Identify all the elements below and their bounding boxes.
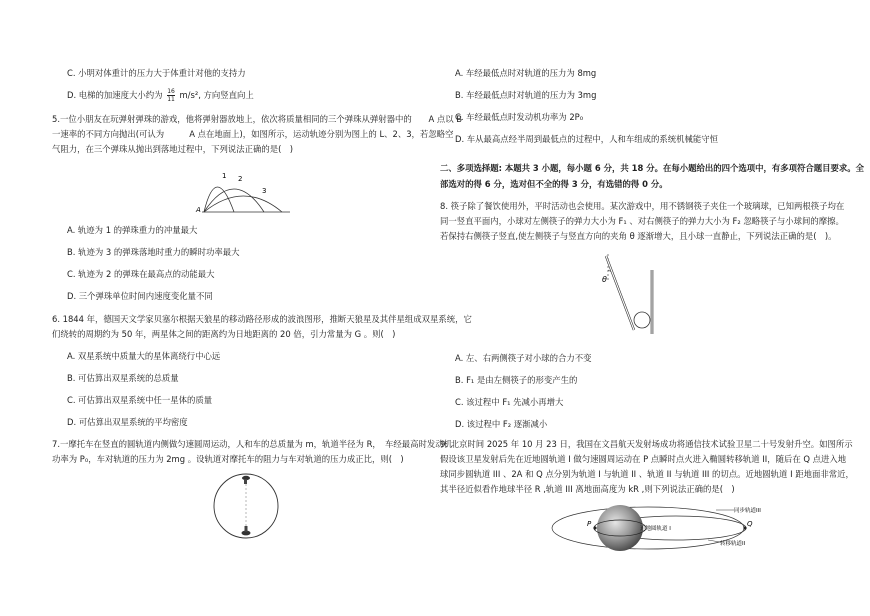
earth bbox=[597, 505, 643, 551]
q6-option-c: C. 可估算出双星系统中任一星体的质量 bbox=[67, 395, 213, 405]
trajectory-2 bbox=[204, 187, 267, 212]
q5-option-c: C. 轨迹为 2 的弹珠在最高点的动能最大 bbox=[67, 269, 215, 279]
q5-stem-line1: 5.一位小朋友在玩弹射弹珠的游戏，他将弹射器放地上，依次将质量相同的三个弹珠从弹射器中的 A 点以 B bbox=[52, 114, 463, 124]
q8-stem-line3: 若保持右侧筷子竖直,使左侧筷子与竖直方向的夹角 θ 逐渐增大，且小球一直静止，下列说法正确的是( )。 bbox=[440, 231, 837, 241]
q5-option-d: D. 三个弹珠单位时间内速度变化量不同 bbox=[67, 291, 213, 301]
q8-stem-line2: 同一竖直平面内，小球对左侧筷子的弹力大小为 F₁ 、对右侧筷子的弹力大小为 F₂ 忽略筷子与小球间的摩擦。 bbox=[440, 216, 844, 226]
q7-stem-line2: 功率为 P₀，车对轨道的压力为 2mg 。设轨道对摩托车的阻力与车对轨道的压力成正比，则( ) bbox=[52, 454, 404, 464]
q4-option-c: C. 小明对体重计的压力大于体重计对他的支持力 bbox=[67, 68, 246, 78]
q7-option-a: A. 车经最低点时对轨道的压力为 8mg bbox=[455, 68, 597, 78]
label-orbit-i: 近地圆轨道 I bbox=[640, 526, 671, 532]
motorcycle-top bbox=[242, 476, 250, 484]
label-1: 1 bbox=[222, 172, 227, 180]
q6-option-d: D. 可估算出双星系统的平均密度 bbox=[67, 417, 188, 427]
motorcycle-bottom bbox=[242, 526, 251, 535]
q5-option-a: A. 轨迹为 1 的弹珠重力的冲量最大 bbox=[67, 225, 198, 235]
label-a: A bbox=[196, 206, 201, 214]
q4-option-d-prefix: D. 电梯的加速度大小约为 bbox=[67, 90, 163, 100]
q9-orbit-figure bbox=[548, 498, 778, 554]
q9-stem-line4: 其半径近似看作地球半径 R ,轨道 III 离地面高度为 kR ,则下列说法正确的是( ) bbox=[440, 484, 735, 494]
theta-label: θ bbox=[602, 275, 607, 284]
q7-circular-track-figure bbox=[210, 470, 282, 542]
q4-fraction-numerator: 16 bbox=[167, 88, 175, 95]
trajectory-3 bbox=[204, 196, 282, 212]
leader-orbit-ii bbox=[708, 540, 720, 542]
q7-option-d: D. 车从最高点经半周到最低点的过程中，人和车组成的系统机械能守恒 bbox=[455, 134, 719, 144]
q7-stem-line1: 7.一摩托车在竖直的圆轨道内侧做匀速圆周运动，人和车的总质量为 m，轨道半径为 R， 车经最高时发动机 bbox=[52, 439, 452, 449]
q7-option-b: B. 车经最低点时对轨道的压力为 3mg bbox=[455, 90, 597, 100]
q5-stem-line2: 一速率的不同方向抛出(可认为 A 点在地面上)，如图所示，运动轨迹分别为图上的 L、2、3，若忽略空 bbox=[52, 129, 454, 139]
q4-fraction bbox=[167, 88, 175, 103]
label-2: 2 bbox=[238, 175, 243, 183]
q4-fraction-denominator: 11 bbox=[167, 96, 175, 103]
q6-stem-line2: 们绕转的周期约为 50 年，两星体之间的距离约为日地距离的 20 倍，引力常量为 G 。则( ) bbox=[52, 329, 396, 339]
label-orbit-iii: 同步轨道III bbox=[734, 508, 761, 514]
q8-stem-line1: 8. 筷子除了餐饮使用外，平时活动也会使用。某次游戏中，用不锈钢筷子夹住一个玻璃球，已知两根筷子均在 bbox=[440, 201, 845, 211]
label-p: P bbox=[587, 520, 592, 528]
q5-trajectory-figure bbox=[194, 168, 292, 216]
q8-option-b: B. F₁ 是由左侧筷子的形变产生的 bbox=[455, 375, 578, 385]
q5-option-b: B. 轨迹为 3 的弹珠落地时重力的瞬时功率最大 bbox=[67, 247, 240, 257]
q6-stem-line1: 6. 1844 年，德国天文学家贝塞尔根据天狼星的移动路径形成的波浪图形，推断天狼星及其伴星组成双星系统，它 bbox=[52, 314, 472, 324]
q8-option-d: D. 该过程中 F₂ 逐渐减小 bbox=[455, 419, 548, 429]
q4-option-d bbox=[67, 88, 254, 103]
label-3: 3 bbox=[262, 187, 267, 195]
q9-stem-line1: 9. 北京时间 2025 年 10 月 23 日，我国在文昌航天发射场成功将通信技术试验卫星二十号发射升空。如图所示 bbox=[440, 439, 853, 449]
label-orbit-ii: 转移轨道II bbox=[720, 541, 746, 547]
q5-stem-line3: 气阻力，在三个弹珠从抛出到落地过程中，下列说法正确的是( ) bbox=[52, 144, 294, 154]
q9-stem-line2: 假设该卫星发射后先在近地圆轨道 I 做匀速圆周运动在 P 点瞬时点火进入椭圆转移轨道 II，随后在 Q 点进入地 bbox=[440, 454, 847, 464]
point-p bbox=[593, 526, 596, 529]
q6-option-a: A. 双星系统中质量大的星体离绕行中心远 bbox=[67, 351, 221, 361]
section-2-header-line1: 二、多项选择题: 本题共 3 小题，每小题 6 分，共 18 分。在每小题给出的四个选项中，有多项符合题目要求。全 bbox=[440, 163, 864, 173]
glass-ball bbox=[634, 312, 650, 328]
q8-chopsticks-figure bbox=[600, 250, 670, 338]
label-q: Q bbox=[747, 520, 753, 528]
q8-option-a: A. 左、右两侧筷子对小球的合力不变 bbox=[455, 353, 592, 363]
q7-option-c: C. 车经最低点时发动机功率为 2P₀ bbox=[455, 112, 584, 122]
section-2-header-line2: 部选对的得 6 分，选对但不全的得 3 分，有选错的得 0 分。 bbox=[440, 179, 668, 189]
q4-option-d-suffix: m/s², 方向竖直向上 bbox=[179, 90, 254, 100]
q6-option-b: B. 可估算出双星系统的总质量 bbox=[67, 373, 179, 383]
q9-stem-line3: 球同步圆轨道 III 、2A 和 Q 点分别为轨道 I 与轨道 II 、轨道 II 与轨道 III 的切点。近地圆轨道 I 距地面非常近， bbox=[440, 469, 854, 479]
q8-option-c: C. 该过程中 F₁ 先减小再增大 bbox=[455, 397, 564, 407]
